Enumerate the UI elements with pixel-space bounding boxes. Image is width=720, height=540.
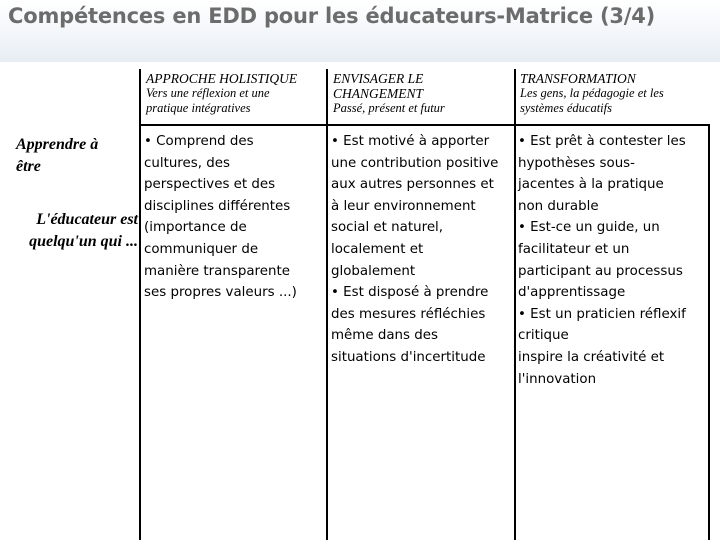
column-heading: APPROCHE HOLISTIQUE [146,71,298,86]
cell-line: facilitateur et un [518,241,630,257]
cell-line: social et naturel, [331,220,444,236]
table-header-rule [139,124,710,126]
cell-holistic [144,131,324,304]
table-divider-2 [514,69,516,540]
cell-line: inspire la créativité et [518,349,665,365]
column-header-change [333,71,445,116]
table-border-left [139,69,141,540]
table-divider-1 [326,69,328,540]
cell-line: • Est disposé à prendre [331,285,489,301]
row-label-line: L'éducateur est [36,211,138,228]
cell-line: situations d'incertitude [331,349,486,365]
cell-line: une contribution positive [331,155,499,171]
column-subheading: Vers une réflexion et une [146,86,270,100]
cell-line: communiquer de [144,241,259,257]
cell-line: • Est prêt à contester les [518,134,686,149]
cell-line: à leur environnement [331,198,476,214]
cell-line: l'innovation [518,371,597,387]
cell-line: • Est-ce un guide, un [518,220,660,236]
cell-line: perspectives et des [144,177,276,193]
row-label-competency [16,134,98,178]
row-label-educator [8,209,138,253]
cell-line: • Comprend des [144,134,254,149]
column-subheading: pratique intégratives [146,101,251,115]
cell-line: disciplines différentes [144,198,291,214]
cell-line: • Est motivé à apporter [331,134,490,149]
column-header-transformation [520,71,664,116]
cell-line: • Est un praticien réflexif [518,306,686,322]
cell-line: globalement [331,263,416,279]
column-header-holistic [146,71,297,116]
cell-change [331,131,513,369]
cell-line: manière transparente [144,263,290,279]
cell-line: aux autres personnes et [331,177,494,193]
table-border-right [708,124,710,540]
cell-transformation [518,131,706,390]
cell-line: critique [518,328,569,344]
page-title: Compétences en EDD pour les éducateurs-Matrice (3/4) [8,4,656,28]
cell-line: hypothèses sous- [518,155,635,171]
column-subheading: Passé, présent et futur [333,101,445,115]
row-label-line: quelqu'un qui ... [29,233,138,250]
column-heading: TRANSFORMATION [520,71,636,86]
cell-line: participant au processus [518,263,683,279]
row-label-line: être [16,158,41,175]
cell-line: d'apprentissage [518,285,626,301]
cell-line: non durable [518,198,599,214]
cell-line: même dans des [331,328,438,344]
cell-line: (importance de [144,220,247,236]
cell-line: ses propres valeurs ...) [144,285,297,301]
cell-line: jacentes à la pratique [518,177,664,193]
column-subheading: systèmes éducatifs [520,101,612,115]
column-heading: CHANGEMENT [333,86,424,101]
column-subheading: Les gens, la pédagogie et les [520,86,664,100]
cell-line: cultures, des [144,155,230,171]
column-heading: ENVISAGER LE [333,71,424,86]
cell-line: localement et [331,241,424,257]
cell-line: des mesures réfléchies [331,306,486,322]
row-label-line: Apprendre à [16,136,99,153]
